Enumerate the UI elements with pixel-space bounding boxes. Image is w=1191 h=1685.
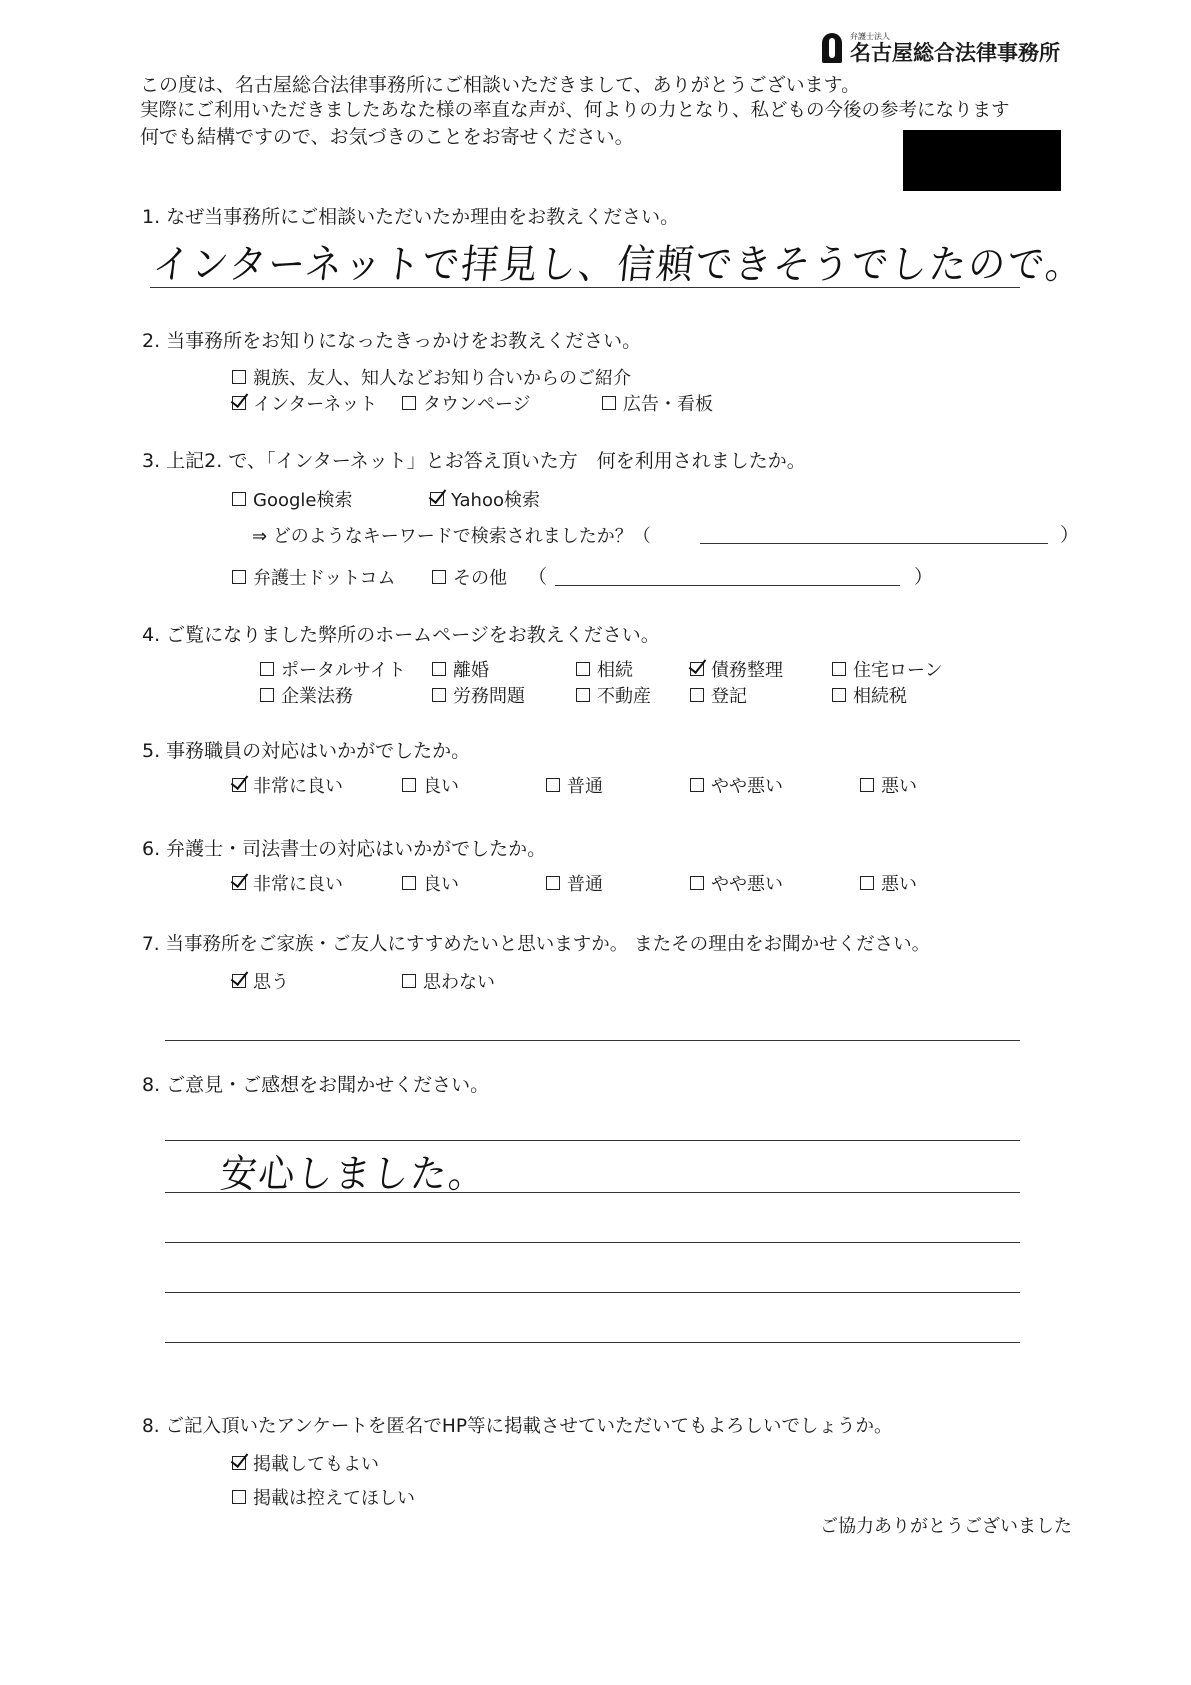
option-label: 不動産 [597, 686, 651, 707]
q7-reason-line[interactable] [165, 1040, 1020, 1041]
option-label: その他 [453, 568, 507, 589]
option-label: 良い [423, 776, 459, 797]
question-publish: 8. ご記入頂いたアンケートを匿名でHP等に掲載させていただいてもよろしいでしょうか。 [142, 1416, 893, 1437]
checkbox-checked[interactable] [232, 876, 246, 890]
checkbox[interactable] [832, 688, 846, 702]
answer-1-handwriting: インターネットで拝見し、信頼できそうでしたので。 [150, 241, 1088, 288]
option-label: 離婚 [453, 660, 489, 681]
checkbox[interactable] [432, 662, 446, 676]
option-label: 悪い [881, 776, 917, 797]
logo-mark-icon [822, 33, 842, 63]
question-8: 8. ご意見・ご感想をお聞かせください。 [142, 1074, 490, 1096]
q7-option-no[interactable] [402, 968, 495, 994]
q4-option-labor[interactable] [432, 682, 525, 708]
q6-option-normal[interactable] [546, 870, 603, 896]
logo-name: 名古屋総合法律事務所 [850, 40, 1060, 65]
q3-other-line[interactable] [555, 585, 900, 586]
q4-option-mortgage[interactable] [832, 656, 943, 682]
option-label: 登記 [711, 686, 747, 707]
option-label: 非常に良い [253, 874, 343, 895]
q3-option-bengoshi-dotcom[interactable] [232, 564, 396, 590]
option-label: 労務問題 [453, 686, 525, 707]
question-4: 4. ご覧になりました弊所のホームページをお教えください。 [142, 624, 660, 646]
q8-line-2[interactable] [165, 1192, 1020, 1193]
q3-keyword-prompt: ⇒ どのようなキーワードで検索されましたか？（ [252, 526, 651, 547]
option-label: ポータルサイト [281, 660, 406, 681]
checkbox[interactable] [432, 688, 446, 702]
thanks-text: ご協力ありがとうございました [820, 1516, 1072, 1537]
q2-option-townpage[interactable] [402, 390, 531, 416]
q6-option-bad[interactable] [860, 870, 917, 896]
checkbox[interactable] [546, 876, 560, 890]
q4-option-inheritance[interactable] [576, 656, 633, 682]
publish-option-decline[interactable] [232, 1484, 415, 1510]
checkbox[interactable] [832, 662, 846, 676]
checkbox[interactable] [402, 876, 416, 890]
q4-option-debt[interactable] [690, 656, 783, 682]
option-label: 普通 [567, 776, 603, 797]
checkbox-checked[interactable] [430, 492, 444, 506]
checkbox-checked[interactable] [690, 662, 704, 676]
checkbox-checked[interactable] [232, 1456, 246, 1470]
option-label: やや悪い [711, 874, 783, 895]
answer-8-handwriting: 安心しました。 [218, 1152, 489, 1197]
checkbox[interactable] [602, 396, 616, 410]
logo-subtitle: 弁護士法人 [850, 32, 890, 41]
q3-other-open-paren: （ [528, 566, 548, 588]
q3-other-close-paren: ） [914, 566, 934, 588]
q8-line-3[interactable] [165, 1242, 1020, 1243]
q2-option-internet[interactable] [232, 390, 377, 416]
checkbox[interactable] [232, 492, 246, 506]
publish-option-ok[interactable] [232, 1450, 379, 1476]
option-label: やや悪い [711, 776, 783, 797]
q3-keyword-line[interactable] [700, 543, 1048, 544]
checkbox[interactable] [576, 662, 590, 676]
intro-line-1: この度は、名古屋総合法律事務所にご相談いただきまして、ありがとうございます。 [140, 74, 861, 96]
q5-option-normal[interactable] [546, 772, 603, 798]
checkbox[interactable] [432, 570, 446, 584]
q5-option-somewhat-bad[interactable] [690, 772, 783, 798]
option-label: インターネット [253, 394, 378, 415]
intro-line-3: 何でも結構ですので、お気づきのことをお寄せください。 [140, 126, 634, 148]
redaction-block [903, 130, 1061, 191]
checkbox[interactable] [232, 570, 246, 584]
q4-option-inheritance-tax[interactable] [832, 682, 907, 708]
option-label: 悪い [881, 874, 917, 895]
q3-option-other[interactable] [432, 564, 507, 590]
checkbox-checked[interactable] [232, 778, 246, 792]
option-label: 普通 [567, 874, 603, 895]
option-label: 思う [253, 972, 289, 993]
q2-option-referral[interactable] [232, 364, 631, 390]
checkbox[interactable] [690, 876, 704, 890]
q4-option-portal[interactable] [260, 656, 406, 682]
question-6: 6. 弁護士・司法書士の対応はいかがでしたか。 [142, 838, 547, 860]
checkbox-checked[interactable] [232, 974, 246, 988]
q8-line-4[interactable] [165, 1292, 1020, 1293]
q7-option-yes[interactable] [232, 968, 289, 994]
intro-line-2: 実際にご利用いただきましたあなた様の率直な声が、何よりの力となり、私どもの今後の参考になります [140, 100, 1010, 121]
question-2: 2. 当事務所をお知りになったきっかけをお教えください。 [142, 330, 642, 352]
checkbox[interactable] [260, 688, 274, 702]
q5-option-very-good[interactable] [232, 772, 343, 798]
option-label: 掲載は控えてほしい [253, 1488, 415, 1509]
checkbox[interactable] [690, 778, 704, 792]
option-label: タウンページ [423, 394, 531, 415]
q4-option-divorce[interactable] [432, 656, 489, 682]
q8-line-5[interactable] [165, 1342, 1020, 1343]
option-label: 相続税 [853, 686, 907, 707]
question-5: 5. 事務職員の対応はいかがでしたか。 [142, 740, 471, 762]
option-label: 親族、友人、知人などお知り合いからのご紹介 [253, 368, 631, 389]
checkbox[interactable] [860, 876, 874, 890]
option-label: 思わない [423, 972, 495, 993]
firm-logo [822, 32, 1060, 64]
checkbox[interactable] [546, 778, 560, 792]
q4-option-corporate[interactable] [260, 682, 353, 708]
option-label: 相続 [597, 660, 633, 681]
option-label: 良い [423, 874, 459, 895]
checkbox[interactable] [860, 778, 874, 792]
option-label: 債務整理 [711, 660, 783, 681]
checkbox[interactable] [402, 974, 416, 988]
question-7: 7. 当事務所をご家族・ご友人にすすめたいと思いますか。 またその理由をお聞かせください。 [142, 934, 931, 955]
q2-option-ad[interactable] [602, 390, 713, 416]
checkbox[interactable] [690, 688, 704, 702]
question-1: 1. なぜ当事務所にご相談いただいたか理由をお教えください。 [142, 206, 680, 228]
option-label: Google検索 [253, 490, 353, 511]
q4-option-realestate[interactable] [576, 682, 651, 708]
q6-option-somewhat-bad[interactable] [690, 870, 783, 896]
q5-option-good[interactable] [402, 772, 459, 798]
q5-option-bad[interactable] [860, 772, 917, 798]
checkbox[interactable] [260, 662, 274, 676]
q6-option-good[interactable] [402, 870, 459, 896]
answer-1-line [150, 287, 1020, 288]
q3-option-google[interactable] [232, 486, 352, 512]
q4-option-registration[interactable] [690, 682, 747, 708]
checkbox-checked[interactable] [232, 396, 246, 410]
checkbox[interactable] [576, 688, 590, 702]
option-label: 非常に良い [253, 776, 343, 797]
q6-option-very-good[interactable] [232, 870, 343, 896]
option-label: 弁護士ドットコム [253, 568, 396, 589]
q3-keyword-close-paren: ） [1060, 524, 1080, 546]
option-label: 広告・看板 [623, 394, 713, 415]
option-label: 住宅ローン [853, 660, 943, 681]
checkbox[interactable] [402, 396, 416, 410]
question-3: 3. 上記2. で、「インターネット」とお答え頂いた方 何を利用されましたか。 [142, 450, 806, 472]
checkbox[interactable] [402, 778, 416, 792]
option-label: Yahoo検索 [451, 490, 540, 511]
q3-option-yahoo[interactable] [430, 486, 540, 512]
checkbox[interactable] [232, 1490, 246, 1504]
option-label: 掲載してもよい [253, 1454, 379, 1475]
checkbox[interactable] [232, 370, 246, 384]
option-label: 企業法務 [281, 686, 353, 707]
q8-line-1[interactable] [165, 1140, 1020, 1141]
